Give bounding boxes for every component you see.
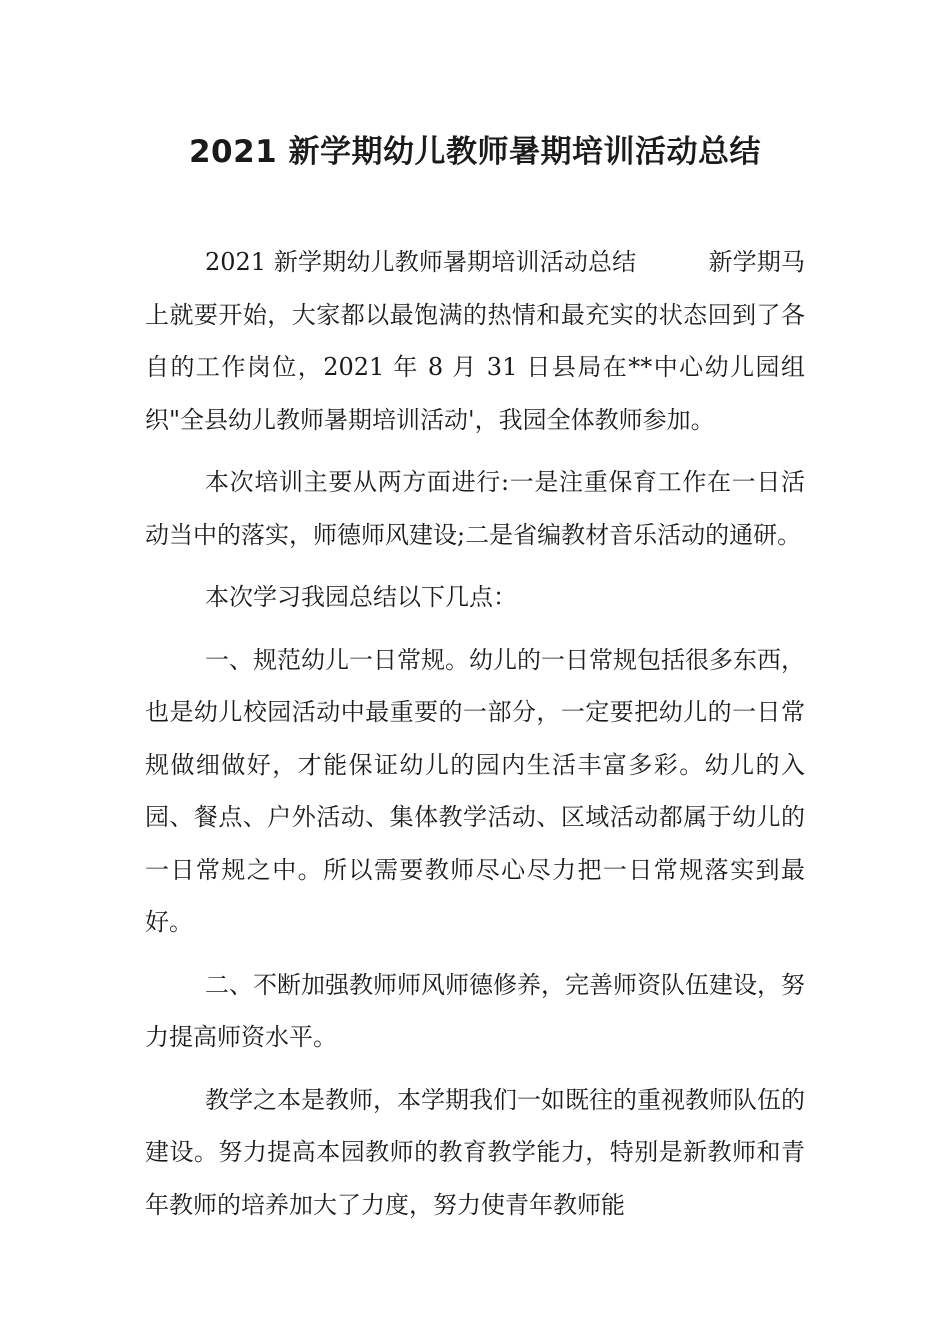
paragraph-summary-heading: 本次学习我园总结以下几点： (205, 583, 517, 611)
paragraph-teacher-development: 教学之本是教师，本学期我们一如既往的重视教师队伍的建设。努力提高本园教师的教育教学能力，特别是新教师和青年教师的培养加大了力度，努力使青年教师能 (145, 1085, 805, 1219)
paragraph-intro (145, 236, 805, 446)
paragraph-training-focus: 本次培训主要从两方面进行:一是注重保育工作在一日活动当中的落实，师德师风建设;二是省编教材音乐活动的通研。 (145, 468, 805, 549)
document-title: 2021 新学期幼儿教师暑期培训活动总结 (188, 134, 762, 170)
paragraph-point-two: 二、不断加强教师师风师德修养，完善师资队伍建设，努力提高师资水平。 (145, 970, 805, 1051)
paragraph-intro-text: 新学期马上就要开始，大家都以最饱满的热情和最充实的状态回到了各自的工作岗位，2021 年 8 月 31 日县局在**中心幼儿园组织"全县幼儿教师暑期培训活动'，我园全体教师参加。 (145, 248, 805, 434)
paragraph-point-one: 一、规范幼儿一日常规。幼儿的一日常规包括很多东西，也是幼儿校园活动中最重要的一部分，一定要把幼儿的一日常规做细做好，才能保证幼儿的园内生活丰富多彩。幼儿的入园、餐点、户外活动、集体教学活动、区域活动都属于幼儿的一日常规之中。所以需要教师尽心尽力把一日常规落实到最好。 (145, 645, 805, 936)
paragraph-intro-lead: 2021 新学期幼儿教师暑期培训活动总结 (205, 248, 637, 276)
document-body (145, 236, 805, 1231)
